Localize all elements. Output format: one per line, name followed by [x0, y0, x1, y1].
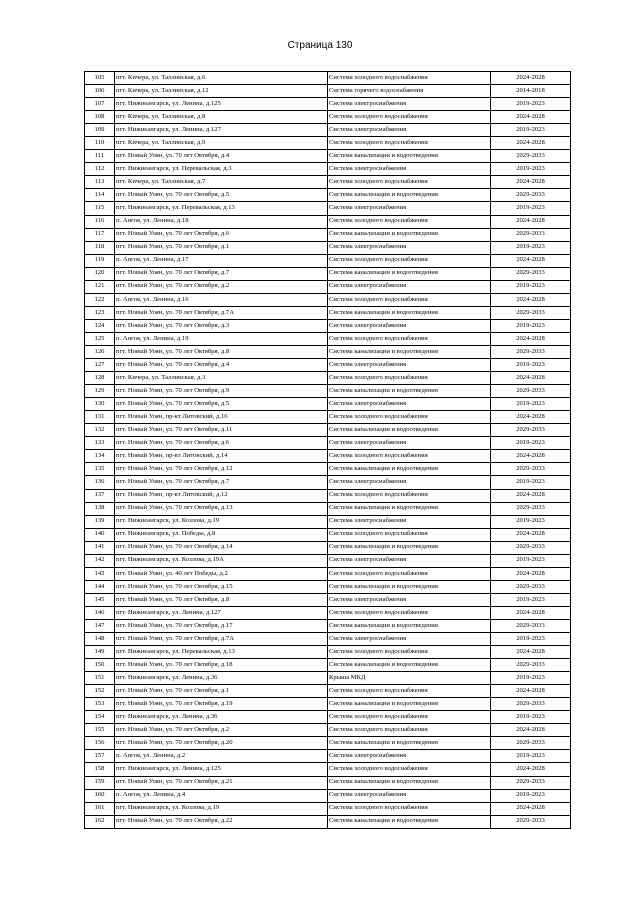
address-cell: пгт. Новый Уоян, ул. 70 лет Октября, д.9: [115, 385, 328, 398]
row-number: 129: [85, 385, 115, 398]
address-cell: пгт. Нижнеангарск, ул. Ленина, д.127: [115, 124, 328, 137]
row-number: 151: [85, 672, 115, 685]
table-row: [85, 724, 571, 737]
address-cell: пгт. Новый Уоян, ул. 70 лет Октября, д.6: [115, 228, 328, 241]
system-cell: Система канализации и водоотведения: [328, 424, 491, 437]
row-number: 162: [85, 815, 115, 828]
table-row: [85, 254, 571, 267]
table-row: [85, 815, 571, 828]
system-cell: Система холодного водоснабжения: [328, 724, 491, 737]
row-number: 146: [85, 606, 115, 619]
row-number: 125: [85, 332, 115, 345]
period-cell: 2019-2023: [491, 476, 571, 489]
period-cell: 2029-2033: [491, 463, 571, 476]
address-cell: пгт. Нижнеангарск, ул. Ленина, д.125: [115, 763, 328, 776]
row-number: 118: [85, 241, 115, 254]
period-cell: 2024-2028: [491, 372, 571, 385]
address-cell: пгт. Новый Уоян, ул. 70 лет Октября, д.19: [115, 698, 328, 711]
row-number: 150: [85, 659, 115, 672]
system-cell: Система электроснабжения: [328, 398, 491, 411]
system-cell: Система холодного водоснабжения: [328, 646, 491, 659]
address-cell: пгт. Новый Уоян, ул. 40 лет Победы, д.2: [115, 567, 328, 580]
address-cell: пгт. Новый Уоян, ул. 70 лет Октября, д.22: [115, 815, 328, 828]
row-number: 140: [85, 528, 115, 541]
table-row: [85, 528, 571, 541]
system-cell: Система холодного водоснабжения: [328, 802, 491, 815]
table-row: [85, 345, 571, 358]
address-cell: пгт. Нижнеангарск, ул. Ленина, д.125: [115, 98, 328, 111]
row-number: 148: [85, 633, 115, 646]
table-row: [85, 541, 571, 554]
table-row: [85, 698, 571, 711]
table-row: [85, 124, 571, 137]
address-cell: пгт. Кичера, ул. Таллинская, д.6: [115, 72, 328, 85]
system-cell: Система электроснабжения: [328, 437, 491, 450]
system-cell: Система холодного водоснабжения: [328, 372, 491, 385]
period-cell: 2029-2033: [491, 150, 571, 163]
table-row: [85, 163, 571, 176]
row-number: 160: [85, 789, 115, 802]
row-number: 120: [85, 267, 115, 280]
period-cell: 2029-2033: [491, 306, 571, 319]
address-cell: пгт. Нижнеангарск, ул. Козлова, д.19: [115, 515, 328, 528]
address-cell: пгт. Новый Уоян, ул. 70 лет Октября, д.20: [115, 737, 328, 750]
address-cell: пгт. Нижнеангарск, ул. Козлова, д.19: [115, 802, 328, 815]
system-cell: Система канализации и водоотведения: [328, 306, 491, 319]
system-cell: Система холодного водоснабжения: [328, 528, 491, 541]
system-cell: Система холодного водоснабжения: [328, 685, 491, 698]
period-cell: 2019-2023: [491, 437, 571, 450]
table-row: [85, 98, 571, 111]
address-cell: пгт. Новый Уоян, ул. 70 лет Октября, д.4: [115, 359, 328, 372]
period-cell: 2024-2028: [491, 528, 571, 541]
system-cell: Система канализации и водоотведения: [328, 580, 491, 593]
system-cell: Система электроснабжения: [328, 554, 491, 567]
table-row: [85, 176, 571, 189]
row-number: 152: [85, 685, 115, 698]
system-cell: Система холодного водоснабжения: [328, 293, 491, 306]
address-cell: пгт. Новый Уоян, ул. 70 лет Октября, д.8: [115, 345, 328, 358]
address-cell: пгт. Новый Уоян, ул. 70 лет Октября, д.2: [115, 724, 328, 737]
period-cell: 2019-2023: [491, 593, 571, 606]
row-number: 128: [85, 372, 115, 385]
period-cell: 2024-2028: [491, 763, 571, 776]
row-number: 149: [85, 646, 115, 659]
address-cell: пгт. Новый Уоян, ул. 70 лет Октября, д.5: [115, 189, 328, 202]
period-cell: 2019-2023: [491, 633, 571, 646]
period-cell: 2029-2033: [491, 737, 571, 750]
table-row: [85, 411, 571, 424]
period-cell: 2024-2028: [491, 111, 571, 124]
row-number: 143: [85, 567, 115, 580]
period-cell: 2029-2033: [491, 385, 571, 398]
period-cell: 2024-2028: [491, 606, 571, 619]
table-row: [85, 659, 571, 672]
address-cell: п. Ангоя, ул. Ленина, д.16: [115, 293, 328, 306]
address-cell: пгт. Новый Уоян, ул. 70 лет Октября, д.11: [115, 424, 328, 437]
period-cell: 2029-2033: [491, 580, 571, 593]
system-cell: Система электроснабжения: [328, 633, 491, 646]
address-cell: пгт. Нижнеангарск, ул. Ленина, д.127: [115, 606, 328, 619]
address-cell: пгт. Новый Уоян, ул. 70 лет Октября, д.4: [115, 150, 328, 163]
system-cell: Система холодного водоснабжения: [328, 215, 491, 228]
table-row: [85, 306, 571, 319]
row-number: 116: [85, 215, 115, 228]
row-number: 157: [85, 750, 115, 763]
period-cell: 2019-2023: [491, 319, 571, 332]
system-cell: Система электроснабжения: [328, 202, 491, 215]
table-row: [85, 606, 571, 619]
row-number: 139: [85, 515, 115, 528]
page-header: Страница 130: [287, 40, 353, 51]
row-number: 132: [85, 424, 115, 437]
period-cell: 2024-2028: [491, 215, 571, 228]
row-number: 121: [85, 280, 115, 293]
row-number: 117: [85, 228, 115, 241]
table-row: [85, 372, 571, 385]
address-cell: пгт. Кичера, ул. Таллинская, д.12: [115, 85, 328, 98]
period-cell: 2024-2028: [491, 802, 571, 815]
table-row: [85, 215, 571, 228]
period-cell: 2024-2028: [491, 137, 571, 150]
system-cell: Система электроснабжения: [328, 593, 491, 606]
period-cell: 2029-2033: [491, 228, 571, 241]
row-number: 111: [85, 150, 115, 163]
table-row: [85, 437, 571, 450]
system-cell: Система канализации и водоотведения: [328, 385, 491, 398]
table-row: [85, 111, 571, 124]
row-number: 133: [85, 437, 115, 450]
period-cell: 2024-2028: [491, 724, 571, 737]
period-cell: 2019-2023: [491, 750, 571, 763]
system-cell: Система канализации и водоотведения: [328, 619, 491, 632]
address-cell: пгт. Новый Уоян, ул. 70 лет Октября, д.2: [115, 280, 328, 293]
address-cell: пгт. Новый Уоян, ул. 70 лет Октября, д.1: [115, 685, 328, 698]
period-cell: 2024-2028: [491, 685, 571, 698]
row-number: 113: [85, 176, 115, 189]
address-cell: пгт. Новый Уоян, ул. 70 лет Октября, д.13: [115, 502, 328, 515]
row-number: 134: [85, 450, 115, 463]
address-cell: пгт. Новый Уоян, ул. 70 лет Октября, д.21: [115, 776, 328, 789]
system-cell: Система холодного водоснабжения: [328, 72, 491, 85]
table-row: [85, 515, 571, 528]
system-cell: Система горячего водоснабжения: [328, 85, 491, 98]
row-number: 155: [85, 724, 115, 737]
row-number: 161: [85, 802, 115, 815]
period-cell: 2024-2028: [491, 489, 571, 502]
period-cell: 2024-2028: [491, 646, 571, 659]
table-row: [85, 593, 571, 606]
period-cell: 2019-2023: [491, 241, 571, 254]
period-cell: 2024-2028: [491, 176, 571, 189]
table-row: [85, 137, 571, 150]
system-cell: Система холодного водоснабжения: [328, 606, 491, 619]
row-number: 136: [85, 476, 115, 489]
period-cell: 2029-2033: [491, 698, 571, 711]
row-number: 158: [85, 763, 115, 776]
table-row: [85, 319, 571, 332]
period-cell: 2024-2028: [491, 254, 571, 267]
system-cell: Система электроснабжения: [328, 98, 491, 111]
table-row: [85, 359, 571, 372]
row-number: 145: [85, 593, 115, 606]
address-cell: пгт. Нижнеангарск, ул. Перевальская, д.3: [115, 163, 328, 176]
table-row: [85, 332, 571, 345]
system-cell: Система электроснабжения: [328, 515, 491, 528]
system-cell: Система канализации и водоотведения: [328, 150, 491, 163]
address-cell: пгт. Новый Уоян, ул. 70 лет Октября, д.18: [115, 659, 328, 672]
period-cell: 2024-2028: [491, 293, 571, 306]
system-cell: Система электроснабжения: [328, 163, 491, 176]
address-cell: пгт. Новый Уоян, ул. 70 лет Октября, д.17: [115, 619, 328, 632]
table-row: [85, 763, 571, 776]
system-cell: Система канализации и водоотведения: [328, 189, 491, 202]
address-cell: пгт. Новый Уоян, ул. 70 лет Октября, д.14: [115, 541, 328, 554]
period-cell: 2019-2023: [491, 124, 571, 137]
table-row: [85, 189, 571, 202]
table-row: [85, 267, 571, 280]
row-number: 154: [85, 711, 115, 724]
system-cell: Система электроснабжения: [328, 280, 491, 293]
repair-schedule-table: [84, 71, 571, 829]
system-cell: Система электроснабжения: [328, 476, 491, 489]
row-number: 144: [85, 580, 115, 593]
system-cell: Система холодного водоснабжения: [328, 137, 491, 150]
row-number: 159: [85, 776, 115, 789]
period-cell: 2029-2033: [491, 345, 571, 358]
system-cell: Система электроснабжения: [328, 359, 491, 372]
period-cell: 2029-2033: [491, 815, 571, 828]
period-cell: 2029-2033: [491, 267, 571, 280]
address-cell: п. Ангоя, ул. Ленина, д.17: [115, 254, 328, 267]
period-cell: 2024-2028: [491, 411, 571, 424]
table-row: [85, 241, 571, 254]
period-cell: 2024-2028: [491, 567, 571, 580]
address-cell: пгт. Новый Уоян, ул. 70 лет Октября, д.7: [115, 476, 328, 489]
row-number: 142: [85, 554, 115, 567]
period-cell: 2019-2023: [491, 515, 571, 528]
address-cell: пгт. Новый Уоян, ул. 70 лет Октября, д.12: [115, 463, 328, 476]
system-cell: Система канализации и водоотведения: [328, 345, 491, 358]
row-number: 107: [85, 98, 115, 111]
table-row: [85, 450, 571, 463]
system-cell: Система канализации и водоотведения: [328, 698, 491, 711]
period-cell: 2029-2033: [491, 502, 571, 515]
row-number: 130: [85, 398, 115, 411]
period-cell: 2019-2023: [491, 554, 571, 567]
system-cell: Система электроснабжения: [328, 319, 491, 332]
row-number: 119: [85, 254, 115, 267]
row-number: 123: [85, 306, 115, 319]
address-cell: пгт. Новый Уоян, ул. 70 лет Октября, д.3: [115, 319, 328, 332]
period-cell: 2019-2023: [491, 98, 571, 111]
row-number: 110: [85, 137, 115, 150]
table-row: [85, 424, 571, 437]
table-row: [85, 567, 571, 580]
table-row: [85, 489, 571, 502]
row-number: 138: [85, 502, 115, 515]
period-cell: 2014-2018: [491, 85, 571, 98]
address-cell: пгт. Новый Уоян, ул. 70 лет Октября, д.8: [115, 593, 328, 606]
row-number: 105: [85, 72, 115, 85]
period-cell: 2024-2028: [491, 72, 571, 85]
address-cell: пгт. Нижнеангарск, ул. Победы, д.8: [115, 528, 328, 541]
table-row: [85, 750, 571, 763]
system-cell: Система холодного водоснабжения: [328, 176, 491, 189]
table-row: [85, 619, 571, 632]
system-cell: Система холодного водоснабжения: [328, 332, 491, 345]
system-cell: Система холодного водоснабжения: [328, 763, 491, 776]
system-cell: Система холодного водоснабжения: [328, 711, 491, 724]
system-cell: Система канализации и водоотведения: [328, 267, 491, 280]
table-row: [85, 385, 571, 398]
table-row: [85, 398, 571, 411]
period-cell: 2024-2028: [491, 450, 571, 463]
address-cell: п. Ангоя, ул. Ленина, д.2: [115, 750, 328, 763]
address-cell: пгт. Новый Уоян, ул. 70 лет Октября, д.1: [115, 241, 328, 254]
address-cell: пгт. Новый Уоян, пр-кт Литовский, д.14: [115, 450, 328, 463]
address-cell: пгт. Новый Уоян, ул. 70 лет Октября, д.6: [115, 437, 328, 450]
address-cell: п. Ангоя, ул. Ленина, д.19: [115, 332, 328, 345]
row-number: 122: [85, 293, 115, 306]
period-cell: 2029-2033: [491, 659, 571, 672]
system-cell: Система электроснабжения: [328, 789, 491, 802]
row-number: 109: [85, 124, 115, 137]
table-row: [85, 802, 571, 815]
row-number: 127: [85, 359, 115, 372]
row-number: 115: [85, 202, 115, 215]
table-row: [85, 672, 571, 685]
table-row: [85, 711, 571, 724]
system-cell: Система канализации и водоотведения: [328, 776, 491, 789]
table-row: [85, 280, 571, 293]
row-number: 108: [85, 111, 115, 124]
table-row: [85, 293, 571, 306]
table-row: [85, 72, 571, 85]
period-cell: 2029-2033: [491, 424, 571, 437]
table-row: [85, 502, 571, 515]
table-row: [85, 685, 571, 698]
address-cell: пгт. Новый Уоян, ул. 70 лет Октября, д.15: [115, 580, 328, 593]
period-cell: 2019-2023: [491, 359, 571, 372]
system-cell: Система холодного водоснабжения: [328, 411, 491, 424]
period-cell: 2029-2033: [491, 776, 571, 789]
address-cell: пгт. Нижнеангарск, ул. Козлова, д.19А: [115, 554, 328, 567]
row-number: 131: [85, 411, 115, 424]
period-cell: 2029-2033: [491, 189, 571, 202]
address-cell: пгт. Нижнеангарск, ул. Перевальская, д.13: [115, 646, 328, 659]
system-cell: Система холодного водоснабжения: [328, 450, 491, 463]
table-row: [85, 202, 571, 215]
address-cell: пгт. Кичера, ул. Таллинская, д.9: [115, 137, 328, 150]
system-cell: Система холодного водоснабжения: [328, 111, 491, 124]
system-cell: Система холодного водоснабжения: [328, 254, 491, 267]
system-cell: Система электроснабжения: [328, 124, 491, 137]
address-cell: пгт. Новый Уоян, пр-кт Литовский, д.16: [115, 411, 328, 424]
system-cell: Система электроснабжения: [328, 241, 491, 254]
table-row: [85, 776, 571, 789]
row-number: 141: [85, 541, 115, 554]
table-row: [85, 150, 571, 163]
period-cell: 2019-2023: [491, 280, 571, 293]
address-cell: пгт. Кичера, ул. Таллинская, д.3: [115, 372, 328, 385]
row-number: 156: [85, 737, 115, 750]
system-cell: Система канализации и водоотведения: [328, 502, 491, 515]
address-cell: пгт. Нижнеангарск, ул. Ленина, д.36: [115, 711, 328, 724]
system-cell: Система канализации и водоотведения: [328, 659, 491, 672]
row-number: 106: [85, 85, 115, 98]
system-cell: Система канализации и водоотведения: [328, 815, 491, 828]
table-body: [85, 72, 571, 829]
period-cell: 2019-2023: [491, 398, 571, 411]
system-cell: Система электроснабжения: [328, 750, 491, 763]
table-row: [85, 580, 571, 593]
period-cell: 2019-2023: [491, 711, 571, 724]
table-row: [85, 789, 571, 802]
table-row: [85, 476, 571, 489]
row-number: 137: [85, 489, 115, 502]
period-cell: 2019-2023: [491, 672, 571, 685]
address-cell: пгт. Кичера, ул. Таллинская, д.8: [115, 111, 328, 124]
address-cell: пгт. Новый Уоян, ул. 70 лет Октября, д.7: [115, 267, 328, 280]
system-cell: Система канализации и водоотведения: [328, 228, 491, 241]
table-row: [85, 646, 571, 659]
row-number: 124: [85, 319, 115, 332]
address-cell: п. Ангоя, ул. Ленина, д.4: [115, 789, 328, 802]
period-cell: 2029-2033: [491, 619, 571, 632]
period-cell: 2024-2028: [491, 332, 571, 345]
table-row: [85, 228, 571, 241]
system-cell: Система канализации и водоотведения: [328, 463, 491, 476]
table-row: [85, 737, 571, 750]
address-cell: пгт. Новый Уоян, ул. 70 лет Октября, д.7А: [115, 306, 328, 319]
row-number: 114: [85, 189, 115, 202]
table-row: [85, 85, 571, 98]
row-number: 126: [85, 345, 115, 358]
address-cell: пгт. Новый Уоян, пр-кт Литовский, д.12: [115, 489, 328, 502]
row-number: 147: [85, 619, 115, 632]
address-cell: пгт. Новый Уоян, ул. 70 лет Октября, д.7А: [115, 633, 328, 646]
system-cell: Система канализации и водоотведения: [328, 541, 491, 554]
period-cell: 2019-2023: [491, 202, 571, 215]
table-row: [85, 554, 571, 567]
row-number: 112: [85, 163, 115, 176]
period-cell: 2019-2023: [491, 163, 571, 176]
period-cell: 2029-2033: [491, 541, 571, 554]
address-cell: п. Ангоя, ул. Ленина, д.18: [115, 215, 328, 228]
system-cell: Система холодного водоснабжения: [328, 489, 491, 502]
address-cell: пгт. Нижнеангарск, ул. Ленина, д.36: [115, 672, 328, 685]
period-cell: 2019-2023: [491, 789, 571, 802]
system-cell: Крыша МКД: [328, 672, 491, 685]
system-cell: Система холодного водоснабжения: [328, 567, 491, 580]
table-row: [85, 463, 571, 476]
row-number: 153: [85, 698, 115, 711]
address-cell: пгт. Новый Уоян, ул. 70 лет Октября, д.5: [115, 398, 328, 411]
address-cell: пгт. Нижнеангарск, ул. Перевальская, д.13: [115, 202, 328, 215]
row-number: 135: [85, 463, 115, 476]
table-row: [85, 633, 571, 646]
address-cell: пгт. Кичера, ул. Таллинская, д.7: [115, 176, 328, 189]
system-cell: Система канализации и водоотведения: [328, 737, 491, 750]
